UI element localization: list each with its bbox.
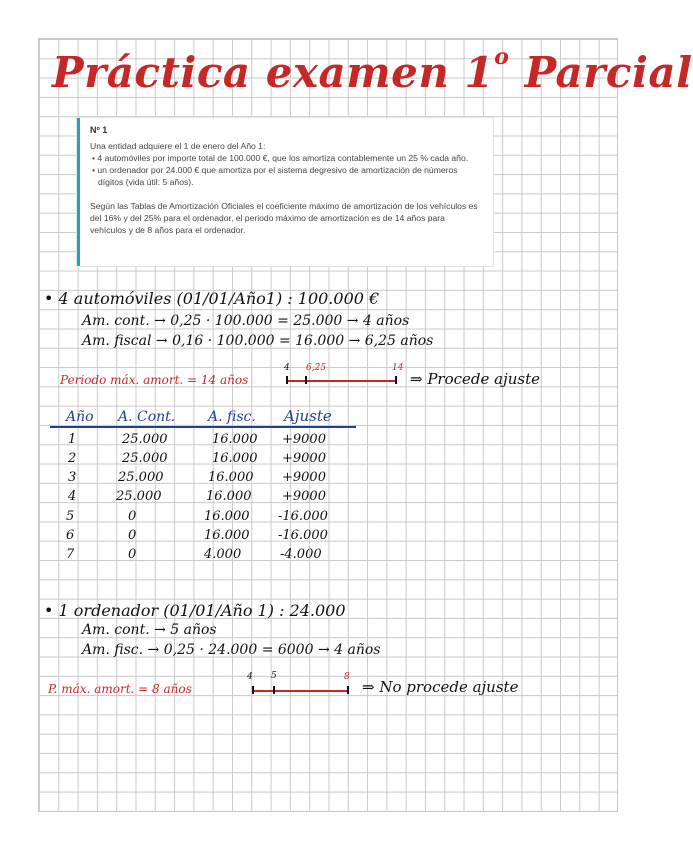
col-header-adjustment: Ajuste [284, 407, 332, 425]
cars-heading: • 4 automóviles (01/01/Año1) : 100.000 € [44, 289, 380, 308]
exercise-bullet-computer: • un ordenador por 24.000 € que amortiza por el sistema degresivo de amortización de números dígitos (vida útil: 5 años). [92, 165, 458, 187]
page-title: Práctica examen 1$^o$ Parcial [52, 44, 693, 97]
cars-accounting-line: Am. cont. → 0,25 · 100.000 = 25.000 → 4 años [82, 313, 410, 329]
cars-max-period: Periodo máx. amort. = 14 años [60, 373, 249, 387]
cars-conclusion: ⇒ Procede ajuste [410, 370, 541, 388]
computer-heading: • 1 ordenador (01/01/Año 1) : 24.000 [44, 601, 346, 620]
table-header-underline [50, 426, 356, 428]
exercise-intro: Una entidad adquiere el 1 de enero del Año 1: [90, 141, 266, 151]
col-header-year: Año [66, 409, 94, 425]
cars-timeline-mid: 6,25 [306, 363, 327, 373]
computer-timeline-start: 4 [247, 672, 253, 682]
cars-fiscal-line: Am. fiscal → 0,16 · 100.000 = 16.000 → 6,25 años [82, 333, 434, 349]
exercise-number: Nº 1 [90, 125, 108, 135]
computer-conclusion: ⇒ No procede ajuste [362, 678, 519, 696]
exercise-bullet-cars: • 4 automóviles por importe total de 100.000 €, que los amortiza contablemente un 25 % cada año. [92, 153, 469, 163]
col-header-accounting: A. Cont. [118, 409, 176, 425]
col-header-fiscal: A. fisc. [208, 409, 256, 425]
cars-timeline-start: 4 [284, 363, 290, 373]
exercise-note: Según las Tablas de Amortización Oficiales el coeficiente máximo de amortización de los vehículos es del 16% y del 25% para el ordenador, el periodo máximo de amortización es de 14 años para vehículos y de 8 años para el ordenador. [90, 201, 478, 235]
computer-accounting-line: Am. cont. → 5 años [82, 622, 217, 638]
computer-timeline-end: 8 [344, 672, 350, 682]
cars-timeline-end: 14 [392, 363, 404, 373]
computer-timeline-mid: 5 [271, 671, 277, 681]
exercise-box [77, 118, 493, 266]
computer-fiscal-line: Am. fisc. → 0,25 · 24.000 = 6000 → 4 años [82, 642, 381, 658]
computer-max-period: P. máx. amort. = 8 años [48, 682, 192, 696]
